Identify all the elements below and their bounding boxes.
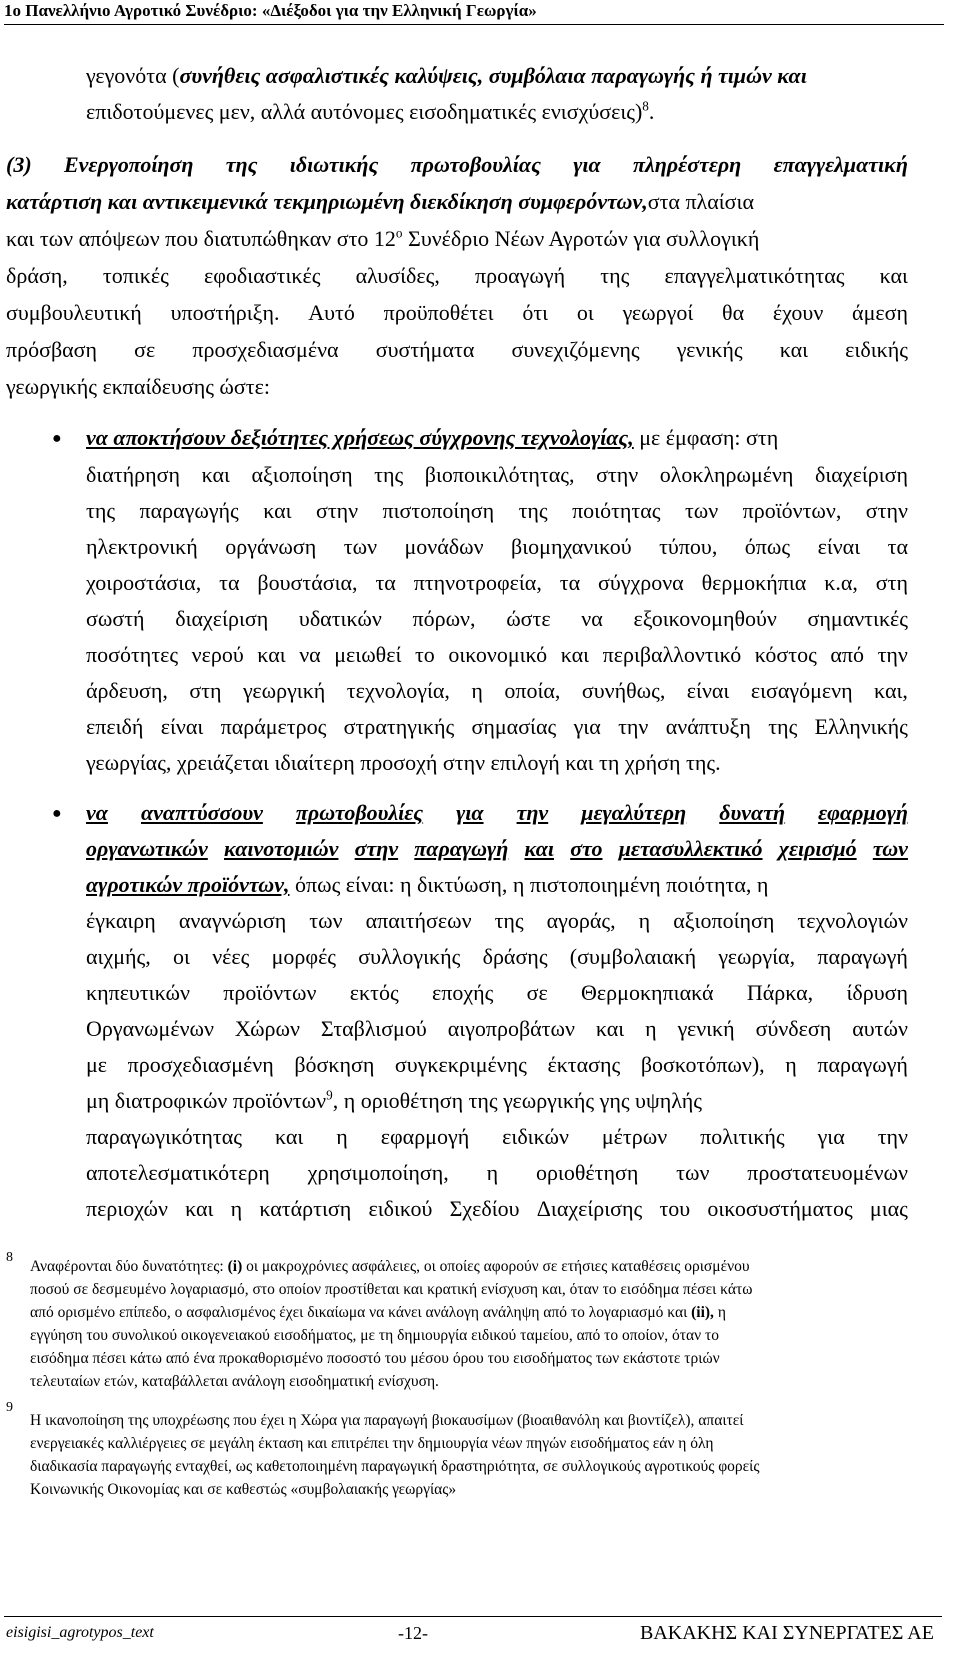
- word: συνεχιζόμενης: [511, 337, 640, 362]
- word: τα: [887, 534, 908, 559]
- word: διαχείριση: [175, 606, 269, 631]
- word: στην: [315, 498, 359, 523]
- word: με: [86, 1052, 108, 1077]
- text-line: [86, 940, 908, 974]
- word: να: [581, 606, 603, 631]
- text-span: επιδοτούμενες μεν, αλλά αυτόνομες εισοδηματικές ενισχύσεις): [86, 99, 643, 124]
- text-line: [86, 530, 908, 564]
- footnote-line: [30, 1325, 719, 1347]
- word: τα: [375, 570, 396, 595]
- word: και: [779, 337, 809, 362]
- text-line: [6, 185, 908, 219]
- word: του: [659, 1196, 691, 1221]
- text-span: από ορισμένο επίπεδο, ο ασφαλισμένος έχει δικαίωμα να κάνει ανάλογη ανάληψη από το λογαριασμό και: [30, 1304, 692, 1321]
- word: αποτελεσματικότερη: [86, 1160, 270, 1185]
- word: γεωργία,: [718, 944, 796, 969]
- word: πολιτικής: [700, 1124, 785, 1149]
- word: γενική: [677, 1016, 735, 1041]
- word: επειδή: [86, 714, 144, 739]
- word: εποχής: [431, 980, 494, 1005]
- word: χειρισμό: [778, 836, 857, 861]
- word: και: [595, 1016, 625, 1041]
- word: προαγωγή: [475, 263, 566, 288]
- footnote-line: [30, 1256, 750, 1278]
- text-line: [86, 95, 654, 129]
- word: ανάπτυξη: [665, 714, 751, 739]
- word: οποία,: [504, 678, 561, 703]
- word: Οργανωμένων: [86, 1016, 214, 1041]
- word: ποιότητας: [572, 498, 661, 523]
- word: και: [524, 836, 554, 861]
- word: κ.α,: [824, 570, 858, 595]
- word: οργάνωση: [225, 534, 317, 559]
- footnote-line: [30, 1371, 439, 1393]
- word: αλυσίδες,: [355, 263, 440, 288]
- text-span: γεωργίας, χρειάζεται ιδιαίτερη προσοχή στην επιλογή και τη χρήση της.: [86, 750, 721, 775]
- word: η: [486, 1160, 499, 1185]
- word: όπως: [744, 534, 791, 559]
- word: της: [768, 714, 798, 739]
- word: την: [877, 642, 908, 667]
- emphasis-text: κατάρτιση και αντικειμενικά τεκμηριωμένη διεκδίκηση συμφερόντων,: [6, 189, 648, 214]
- word: και: [274, 1124, 304, 1149]
- word: υδατικών: [298, 606, 382, 631]
- word: οικονομικό: [448, 642, 548, 667]
- text-line: [86, 602, 908, 636]
- word: βουστάσια,: [257, 570, 358, 595]
- text-line: [86, 904, 908, 938]
- text-line: [6, 148, 908, 182]
- word: των: [343, 534, 378, 559]
- word: Αυτό: [308, 300, 355, 325]
- word: αυτών: [852, 1016, 908, 1041]
- word: συμβουλευτική: [6, 300, 142, 325]
- word: Σχεδίου: [449, 1196, 520, 1221]
- word: σωστή: [86, 606, 145, 631]
- word: βοσκοτόπων),: [640, 1052, 765, 1077]
- running-header-title: 1ο Πανελλήνιο Αγροτικό Συνέδριο: «Διέξοδοι για την Ελληνική Γεωργία»: [4, 1, 537, 20]
- footnote-line: [30, 1456, 759, 1478]
- word: αιγοπροβάτων: [447, 1016, 575, 1041]
- text-span: .: [648, 99, 655, 124]
- ordinal-sup: ο: [395, 225, 403, 241]
- word: της: [225, 152, 258, 177]
- word: μιας: [869, 1196, 908, 1221]
- text-line: [86, 746, 721, 780]
- text-line: [6, 222, 908, 256]
- word: μετασυλλεκτικό: [618, 836, 763, 861]
- word: και: [879, 263, 908, 288]
- word: μορφές: [271, 944, 337, 969]
- text-line: [86, 1048, 908, 1082]
- word: νέες: [212, 944, 250, 969]
- footnote-line: [30, 1302, 726, 1324]
- text-span: στα πλαίσια: [647, 189, 754, 214]
- word: εφοδιαστικές: [204, 263, 321, 288]
- text-line: [86, 976, 908, 1010]
- text-span: γεγονότα (: [86, 63, 180, 88]
- word: και: [263, 498, 292, 523]
- text-span: διαδικασία παραγωγής ενταχθεί, ως καθετοποιημένη παραγωγική δραστηριότητα, σε συλλογικούς αγροτικούς φορείς: [30, 1458, 760, 1475]
- word: της: [518, 498, 548, 523]
- word: δράσης: [482, 944, 548, 969]
- word: Ενεργοποίηση: [63, 152, 194, 177]
- text-line: [86, 458, 908, 492]
- word: τεχνολογία,: [346, 678, 450, 703]
- bullet-icon: ●: [52, 430, 62, 447]
- text-span: Συνέδριο Νέων Αγροτών για συλλογική: [402, 226, 760, 251]
- word: υποστήριξη.: [170, 300, 280, 325]
- word: στρατηγικής: [343, 714, 455, 739]
- word: γεωργοί: [622, 300, 694, 325]
- word: της: [86, 498, 116, 523]
- text-span: ποσού σε δεσμευμένο λογαριασμό, στο οποίον προστίθεται και κρατική ενίσχυση και, όταν το εισόδημα πέσει κάτω: [30, 1281, 753, 1298]
- word: αξιοποίηση: [673, 908, 775, 933]
- word: προϋποθέτει: [383, 300, 494, 325]
- word: εκτός: [349, 980, 399, 1005]
- text-span: Κοινωνικής Οικονομίας και σε καθεστώς «συμβολαιακής γεωργίας»: [30, 1481, 457, 1498]
- emphasis-text: συνήθεις ασφαλιστικές καλύψεις, συμβόλαια παραγωγής ή τιμών και: [179, 63, 807, 88]
- text-span: οι μακροχρόνιες ασφάλειες, οι οποίες αφορούν σε ετήσιες καταθέσεις ορισμένου: [242, 1258, 750, 1275]
- word: δυνατή: [719, 800, 786, 825]
- text-span: όπως είναι: η δικτύωση, η πιστοποιημένη ποιότητα, η: [289, 872, 769, 897]
- word: σύγχρονα: [598, 570, 684, 595]
- word: των: [676, 1160, 710, 1185]
- word: την: [877, 1124, 908, 1149]
- word: χοιροστάσια,: [86, 570, 202, 595]
- word: για: [456, 800, 484, 825]
- word: τα: [219, 570, 240, 595]
- word: της: [494, 908, 524, 933]
- word: σημασίας: [471, 714, 557, 739]
- word: την: [618, 714, 649, 739]
- word: τύπου,: [659, 534, 718, 559]
- word: οργανωτικών: [86, 836, 208, 861]
- text-line: [86, 710, 908, 744]
- text-line: [86, 1192, 908, 1226]
- word: στην: [354, 836, 399, 861]
- text-span: τελευταίων ετών, καταβάλλεται ανάλογη εισοδηματική ενίσχυση.: [30, 1373, 439, 1390]
- word: Χώρων: [234, 1016, 300, 1041]
- word: εισαγόμενη: [750, 678, 853, 703]
- word: (συμβολαιακή: [569, 944, 697, 969]
- word: πρωτοβουλίες: [295, 800, 424, 825]
- word: Πάρκα,: [746, 980, 814, 1005]
- word: γενικής: [676, 337, 743, 362]
- word: άρδευση,: [86, 678, 168, 703]
- word: παραγωγικότητας: [86, 1124, 243, 1149]
- word: μεγαλύτερη: [581, 800, 687, 825]
- word: (3): [6, 152, 32, 177]
- word: συστήματα: [375, 337, 475, 362]
- word: των: [309, 908, 343, 933]
- text-span: εισόδημα πέσει κάτω από ένα προκαθορισμένο ποσοστό του μέσου όρου του εισοδήματος των εκάστοτε τριών: [30, 1350, 720, 1367]
- word: ηλεκτρονική: [86, 534, 198, 559]
- word: οριοθέτηση: [535, 1160, 639, 1185]
- text-line: [6, 333, 908, 367]
- text-span: μη διατροφικών προϊόντων: [86, 1088, 327, 1113]
- word: προσχεδιασμένη: [127, 1052, 274, 1077]
- footnote-line: [30, 1279, 752, 1301]
- text-line: [86, 1156, 908, 1190]
- word: παραγωγή: [414, 836, 509, 861]
- word: ίδρυση: [846, 980, 908, 1005]
- footer-company: ΒΑΚΑΚΗΣ ΚΑΙ ΣΥΝΕΡΓΑΤΕΣ ΑΕ: [640, 1622, 934, 1644]
- word: αξιοποίηση: [251, 462, 353, 487]
- text-span: με έμφαση: στη: [633, 425, 779, 450]
- word: οικοσυστήματος: [707, 1196, 853, 1221]
- footnote-line: [30, 1479, 456, 1501]
- word: ειδικών: [502, 1124, 569, 1149]
- word: στο: [570, 836, 603, 861]
- word: σε: [526, 980, 548, 1005]
- word: πρόσβαση: [6, 337, 98, 362]
- text-line: [6, 296, 908, 330]
- word: τεχνολογιών: [797, 908, 908, 933]
- footnote-line: [30, 1410, 743, 1432]
- word: των: [872, 836, 908, 861]
- word: την: [516, 800, 549, 825]
- emphasis-text: να αποκτήσουν δεξιότητες χρήσεως σύγχρονης τεχνολογίας,: [86, 425, 634, 450]
- word: προσχεδιασμένα: [192, 337, 339, 362]
- word: η: [471, 678, 483, 703]
- page-number: -12-: [398, 1623, 428, 1643]
- word: της: [600, 263, 630, 288]
- word: τα: [559, 570, 581, 595]
- word: έχουν: [772, 300, 824, 325]
- word: συγκεκριμένης: [394, 1052, 527, 1077]
- text-line: [6, 370, 270, 404]
- running-header: [4, 0, 944, 25]
- word: και,: [874, 678, 908, 703]
- word: να: [299, 642, 321, 667]
- text-span: ενεργειακές καλλιέργειες σε μεγάλη έκταση και επιτρέπει την δημιουργία νέων πηγών εισοδήματος εάν η όλη: [30, 1435, 714, 1452]
- word: οι: [576, 300, 594, 325]
- word: βιοποικιλότητας,: [424, 462, 575, 487]
- text-span: Η ικανοποίηση της υποχρέωσης που έχει η Χώρα για παραγωγή βιοκαυσίμων (βιοαιθανόλη και βιοντίζελ), απαιτεί: [30, 1412, 744, 1429]
- text-span: Αναφέρονται δύο δυνατότητες:: [30, 1258, 228, 1275]
- word: άμεση: [852, 300, 908, 325]
- word: χρησιμοποίηση,: [307, 1160, 449, 1185]
- word: ιδιωτικής: [289, 152, 379, 177]
- text-line: [86, 1012, 908, 1046]
- word: περιβαλλοντικό: [602, 642, 742, 667]
- footer-filename: eisigisi_agrotypos_text: [6, 1624, 154, 1641]
- word: θερμοκήπια: [701, 570, 807, 595]
- word: προϊόντων,: [742, 498, 842, 523]
- word: συνήθως,: [581, 678, 666, 703]
- word: να: [86, 800, 108, 825]
- word: συλλογικής: [358, 944, 461, 969]
- word: σύνδεση: [755, 1016, 832, 1041]
- word: αναπτύσσουν: [140, 800, 263, 825]
- word: η: [230, 1196, 243, 1221]
- word: στη: [875, 570, 908, 595]
- word: είναι: [686, 678, 730, 703]
- word: στη: [189, 678, 222, 703]
- footnote-marker: 8: [6, 1250, 13, 1265]
- word: διαχείριση: [815, 462, 908, 487]
- word: αναγνώριση: [178, 908, 287, 933]
- word: ειδικού: [368, 1196, 433, 1221]
- text-span: εγγύηση του συνολικού οικογενειακού εισοδήματος, με τη δημιουργία ειδικού ταμείου, από το οποίον, όταν το: [30, 1327, 720, 1344]
- word: περιοχών: [86, 1196, 168, 1221]
- footnote-marker: 9: [6, 1400, 13, 1415]
- word: Θερμοκηπιακά: [581, 980, 714, 1005]
- text-span: και των απόψεων που διατυπώθηκαν στο 12: [6, 226, 396, 251]
- word: οι: [173, 944, 190, 969]
- word: ειδικής: [845, 337, 908, 362]
- word: κατάρτιση: [259, 1196, 352, 1221]
- word: μειωθεί: [334, 642, 402, 667]
- word: επαγγελματικότητας: [664, 263, 845, 288]
- text-line: [6, 259, 908, 293]
- word: από: [830, 642, 865, 667]
- word: και: [185, 1196, 214, 1221]
- word: αιχμής,: [86, 944, 151, 969]
- emphasis-text: (ii),: [691, 1304, 714, 1321]
- footnote-line: [30, 1433, 714, 1455]
- word: σε: [134, 337, 156, 362]
- word: απαιτήσεων: [365, 908, 472, 933]
- word: των: [684, 498, 719, 523]
- text-line: [86, 1084, 908, 1118]
- word: για: [573, 714, 601, 739]
- word: το: [414, 642, 435, 667]
- word: μέτρων: [601, 1124, 668, 1149]
- word: στην: [865, 498, 908, 523]
- text-span: , η οριοθέτηση της γεωργικής γης υψηλής: [332, 1088, 702, 1113]
- word: νερού: [191, 642, 244, 667]
- word: έκτασης: [547, 1052, 621, 1077]
- word: η: [336, 1124, 348, 1149]
- emphasis-text: αγροτικών προϊόντων,: [86, 872, 290, 897]
- word: πτηνοτροφεία,: [413, 570, 542, 595]
- word: είναι: [160, 714, 204, 739]
- word: θα: [722, 300, 745, 325]
- text-line: [86, 638, 908, 672]
- word: διατήρηση: [86, 462, 181, 487]
- word: η: [645, 1016, 657, 1041]
- word: Διαχείρισης: [536, 1196, 643, 1221]
- word: η: [785, 1052, 797, 1077]
- text-line: [86, 674, 908, 708]
- text-line: [86, 494, 908, 528]
- word: και: [560, 642, 590, 667]
- word: κηπευτικών: [86, 980, 190, 1005]
- word: καινοτομιών: [224, 836, 339, 861]
- footnote-ref[interactable]: 8: [642, 98, 649, 114]
- text-line: [86, 59, 908, 93]
- word: προστατευομένων: [747, 1160, 908, 1185]
- word: παράμετρος: [220, 714, 327, 739]
- word: αγοράς,: [546, 908, 616, 933]
- emphasis-text: (i): [227, 1258, 243, 1275]
- text-line: [86, 421, 908, 455]
- word: και: [257, 642, 286, 667]
- word: προϊόντων: [223, 980, 317, 1005]
- word: παραγωγής: [139, 498, 239, 523]
- footer-divider: [4, 1616, 942, 1617]
- word: είναι: [817, 534, 861, 559]
- text-line: [86, 796, 908, 830]
- word: γεωργική: [243, 678, 326, 703]
- word: σημαντικές: [807, 606, 908, 631]
- word: ολοκληρωμένη: [659, 462, 794, 487]
- text-line: [86, 832, 908, 866]
- word: παραγωγή: [817, 944, 908, 969]
- word: τοπικές: [102, 263, 169, 288]
- word: η: [638, 908, 651, 933]
- bullet-icon: ●: [52, 805, 62, 822]
- word: εφαρμογή: [818, 800, 908, 825]
- word: πληρέστερη: [633, 152, 742, 177]
- word: στην: [596, 462, 639, 487]
- word: ότι: [522, 300, 549, 325]
- word: Ελληνικής: [814, 714, 908, 739]
- word: εφαρμογή: [380, 1124, 470, 1149]
- word: μονάδων: [404, 534, 484, 559]
- text-line: [86, 1120, 908, 1154]
- word: ώστε: [506, 606, 551, 631]
- text-line: [86, 868, 908, 902]
- word: βόσκηση: [294, 1052, 375, 1077]
- word: βιομηχανικού: [511, 534, 632, 559]
- word: πόρων,: [412, 606, 476, 631]
- word: δράση,: [6, 263, 68, 288]
- word: κόστος: [754, 642, 817, 667]
- word: για: [573, 152, 601, 177]
- word: ποσότητες: [86, 642, 179, 667]
- word: εξοικονομηθούν: [633, 606, 777, 631]
- word: και: [201, 462, 230, 487]
- word: της: [374, 462, 404, 487]
- word: έγκαιρη: [86, 908, 156, 933]
- text-span: η: [713, 1304, 726, 1321]
- footnote-ref[interactable]: 9: [326, 1087, 333, 1103]
- text-span: γεωργικής εκπαίδευσης ώστε:: [6, 374, 270, 399]
- word: επαγγελματική: [773, 152, 908, 177]
- word: Σταβλισμού: [320, 1016, 427, 1041]
- text-line: [86, 566, 908, 600]
- footnote-line: [30, 1348, 720, 1370]
- word: παραγωγή: [817, 1052, 908, 1077]
- word: πιστοποίηση: [382, 498, 495, 523]
- word: πρωτοβουλίας: [410, 152, 541, 177]
- word: για: [817, 1124, 845, 1149]
